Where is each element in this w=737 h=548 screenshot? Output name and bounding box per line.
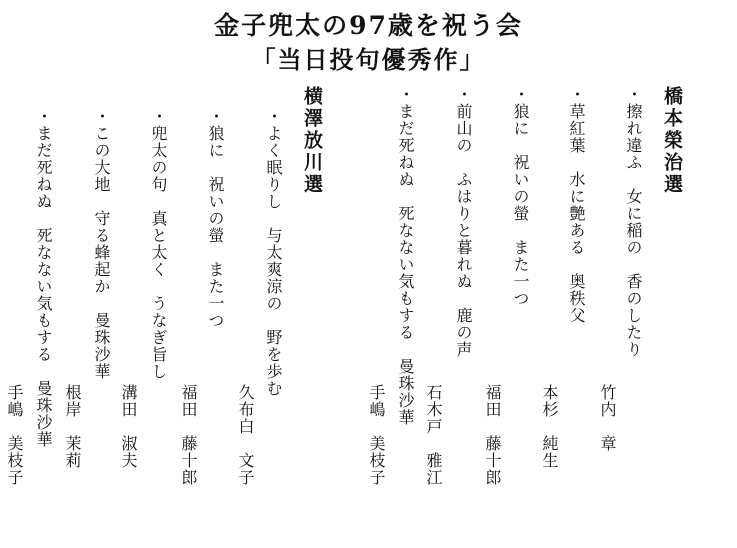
haiku-text: ・まだ死ねぬ 死なない気もする 曼珠沙華 <box>396 86 415 426</box>
haiku-text: ・前山の ふはりと暮れぬ 鹿の声 <box>454 86 473 358</box>
haiku-author: 石木戸 雅江 <box>424 384 443 486</box>
haiku-text: ・よく眠りし 与太爽涼の 野を歩む <box>264 108 283 397</box>
haiku-author: 久布白 文子 <box>236 384 255 486</box>
judge-name: 橋本榮治選 <box>661 86 683 196</box>
haiku-text: ・擦れ違ふ 女に稲の 香のしたり <box>624 86 643 358</box>
haiku-author: 竹内 章 <box>598 384 617 452</box>
haiku-text: ・狼に 祝いの螢 また一つ <box>511 86 530 307</box>
haiku-text: ・狼に 祝いの螢 また一つ <box>206 108 225 329</box>
haiku-text: ・兜太の句 真と太く うなぎ旨し <box>149 108 168 380</box>
page-title: 金子兜太の97歳を祝う会 <box>214 11 523 40</box>
haiku-text: ・草紅葉 水に艶ある 奥秩父 <box>567 86 586 324</box>
haiku-author: 福田 藤十郎 <box>483 384 502 486</box>
haiku-author: 福田 藤十郎 <box>179 384 198 486</box>
haiku-author: 本杉 純生 <box>540 384 559 469</box>
haiku-author: 根岸 茉莉 <box>63 384 82 469</box>
judge-name: 横澤放川選 <box>301 86 323 196</box>
haiku-author: 溝田 淑夫 <box>119 384 138 469</box>
haiku-text: ・この大地 守る蜂起か 曼珠沙華 <box>92 108 111 380</box>
haiku-author: 手嶋 美枝子 <box>5 384 24 486</box>
haiku-author: 手嶋 美枝子 <box>367 384 386 486</box>
page-subtitle: 「当日投句優秀作」 <box>251 45 486 74</box>
haiku-text: ・まだ死ねぬ 死なない気もする 曼珠沙華 <box>34 108 53 448</box>
